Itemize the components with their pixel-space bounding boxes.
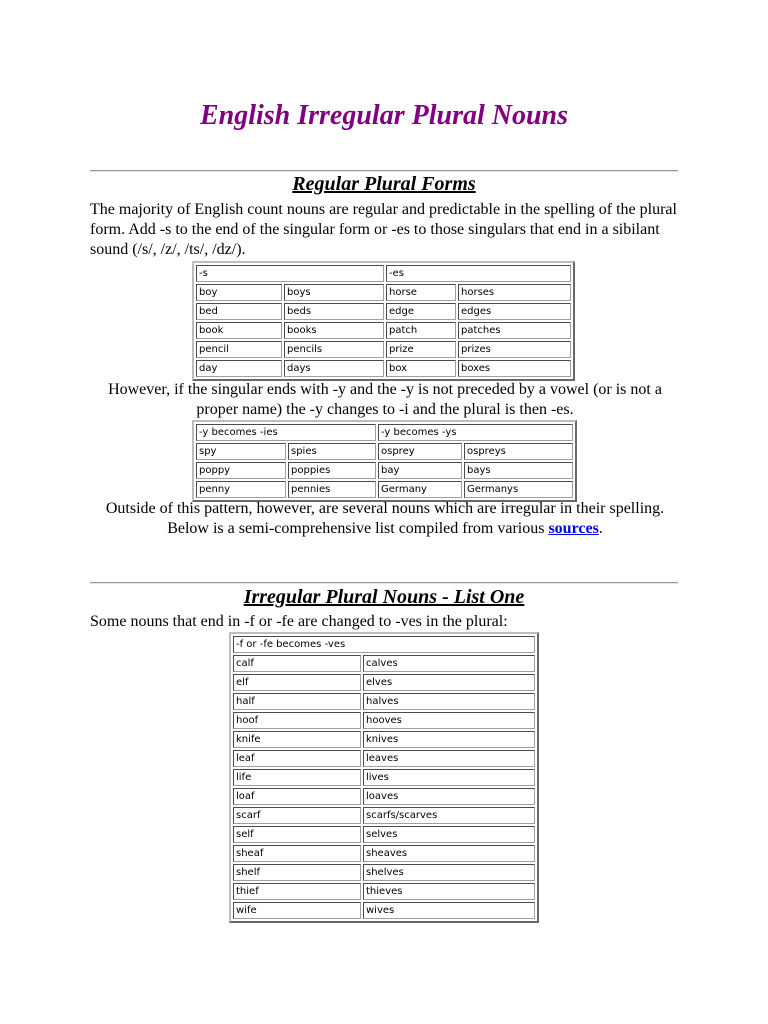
- table-cell: bed: [196, 303, 282, 320]
- table-row: [196, 322, 571, 339]
- table-row: [233, 655, 535, 672]
- table-row: [196, 443, 573, 460]
- header-cell-ves: -f or -fe becomes -ves: [233, 636, 535, 653]
- table-cell: ospreys: [464, 443, 573, 460]
- regular-intro-paragraph: The majority of English count nouns are regular and predictable in the spelling of the plural form. Add -s to the end of the singular form or -es to those singulars that end in a sibilant sound (/s/, /z/, /ts/, /dz/).: [90, 201, 677, 258]
- section-divider: [90, 170, 678, 172]
- table-cell: hooves: [363, 712, 535, 729]
- table-cell: scarf: [233, 807, 361, 824]
- table-cell: boxes: [458, 360, 571, 377]
- table-cell: knife: [233, 731, 361, 748]
- table-cell: days: [284, 360, 384, 377]
- table-row: [233, 845, 535, 862]
- section-divider: [90, 582, 678, 584]
- table-cell: thieves: [363, 883, 535, 900]
- header-cell-ies: -y becomes -ies: [196, 424, 376, 441]
- table-cell: book: [196, 322, 282, 339]
- table-cell: horse: [386, 284, 456, 301]
- section-heading-regular: Regular Plural Forms: [292, 173, 476, 195]
- table-cell: sheaves: [363, 845, 535, 862]
- table-row: [233, 769, 535, 786]
- table-cell: spies: [288, 443, 376, 460]
- table-cell: bays: [464, 462, 573, 479]
- table-cell: penny: [196, 481, 286, 498]
- table-cell: loaves: [363, 788, 535, 805]
- table-cell: poppies: [288, 462, 376, 479]
- y-rule-paragraph: However, if the singular ends with -y and the -y is not preceded by a vowel (or is not a proper name) the -y changes to -i and the plural is then -es.: [108, 381, 662, 418]
- section-heading-list-one: Irregular Plural Nouns - List One: [243, 586, 525, 608]
- table-cell: spy: [196, 443, 286, 460]
- table-cell: elf: [233, 674, 361, 691]
- page-title: English Irregular Plural Nouns: [199, 100, 569, 131]
- table-row: [233, 826, 535, 843]
- table-cell: knives: [363, 731, 535, 748]
- table-row: [196, 360, 571, 377]
- table-cell: selves: [363, 826, 535, 843]
- table-row: [233, 750, 535, 767]
- regular-plurals-table: [192, 261, 575, 381]
- table-cell: halves: [363, 693, 535, 710]
- table-cell: horses: [458, 284, 571, 301]
- table-row: [196, 303, 571, 320]
- table-cell: patches: [458, 322, 571, 339]
- header-cell-es: -es: [386, 265, 571, 282]
- table-cell: osprey: [378, 443, 462, 460]
- table-cell: boy: [196, 284, 282, 301]
- table-cell: poppy: [196, 462, 286, 479]
- table-cell: thief: [233, 883, 361, 900]
- table-row: [233, 807, 535, 824]
- table-row: [233, 674, 535, 691]
- table-cell: shelves: [363, 864, 535, 881]
- table-cell: day: [196, 360, 282, 377]
- table-cell: prizes: [458, 341, 571, 358]
- table-row: [233, 902, 535, 919]
- table-cell: sheaf: [233, 845, 361, 862]
- table-cell: half: [233, 693, 361, 710]
- table-row: [196, 341, 571, 358]
- table-cell: edges: [458, 303, 571, 320]
- table-row: [233, 788, 535, 805]
- table-cell: bay: [378, 462, 462, 479]
- table-cell: self: [233, 826, 361, 843]
- f-to-ves-table: [229, 632, 539, 923]
- table-row: [233, 731, 535, 748]
- table-cell: patch: [386, 322, 456, 339]
- list-one-intro-paragraph: Some nouns that end in -f or -fe are changed to -ves in the plural:: [90, 613, 508, 630]
- table-cell: Germany: [378, 481, 462, 498]
- table-cell: pencil: [196, 341, 282, 358]
- table-cell: beds: [284, 303, 384, 320]
- table-header-row: [196, 265, 571, 282]
- sources-link[interactable]: sources: [548, 520, 599, 537]
- table-row: [196, 462, 573, 479]
- table-cell: leaf: [233, 750, 361, 767]
- table-row: [196, 284, 571, 301]
- table-cell: boys: [284, 284, 384, 301]
- table-cell: scarfs/scarves: [363, 807, 535, 824]
- y-plurals-table: [192, 420, 577, 502]
- irregular-intro-paragraph: [90, 499, 680, 539]
- table-cell: prize: [386, 341, 456, 358]
- table-cell: leaves: [363, 750, 535, 767]
- table-cell: life: [233, 769, 361, 786]
- irregular-intro-text: Outside of this pattern, however, are several nouns which are irregular in their spelling. Below is a semi-comprehensive list compiled from various: [105, 500, 665, 537]
- table-cell: pennies: [288, 481, 376, 498]
- header-cell-s: -s: [196, 265, 384, 282]
- table-cell: elves: [363, 674, 535, 691]
- table-header-row: [196, 424, 573, 441]
- table-row: [196, 481, 573, 498]
- table-cell: edge: [386, 303, 456, 320]
- table-row: [233, 883, 535, 900]
- table-cell: shelf: [233, 864, 361, 881]
- table-row: [233, 693, 535, 710]
- table-cell: hoof: [233, 712, 361, 729]
- table-cell: wife: [233, 902, 361, 919]
- table-cell: calf: [233, 655, 361, 672]
- irregular-intro-period: .: [598, 520, 603, 537]
- table-cell: books: [284, 322, 384, 339]
- table-cell: pencils: [284, 341, 384, 358]
- table-cell: loaf: [233, 788, 361, 805]
- table-row: [233, 712, 535, 729]
- table-row: [233, 864, 535, 881]
- header-cell-ys: -y becomes -ys: [378, 424, 573, 441]
- table-cell: lives: [363, 769, 535, 786]
- table-cell: box: [386, 360, 456, 377]
- table-cell: Germanys: [464, 481, 573, 498]
- table-header-row: [233, 636, 535, 653]
- table-cell: calves: [363, 655, 535, 672]
- table-cell: wives: [363, 902, 535, 919]
